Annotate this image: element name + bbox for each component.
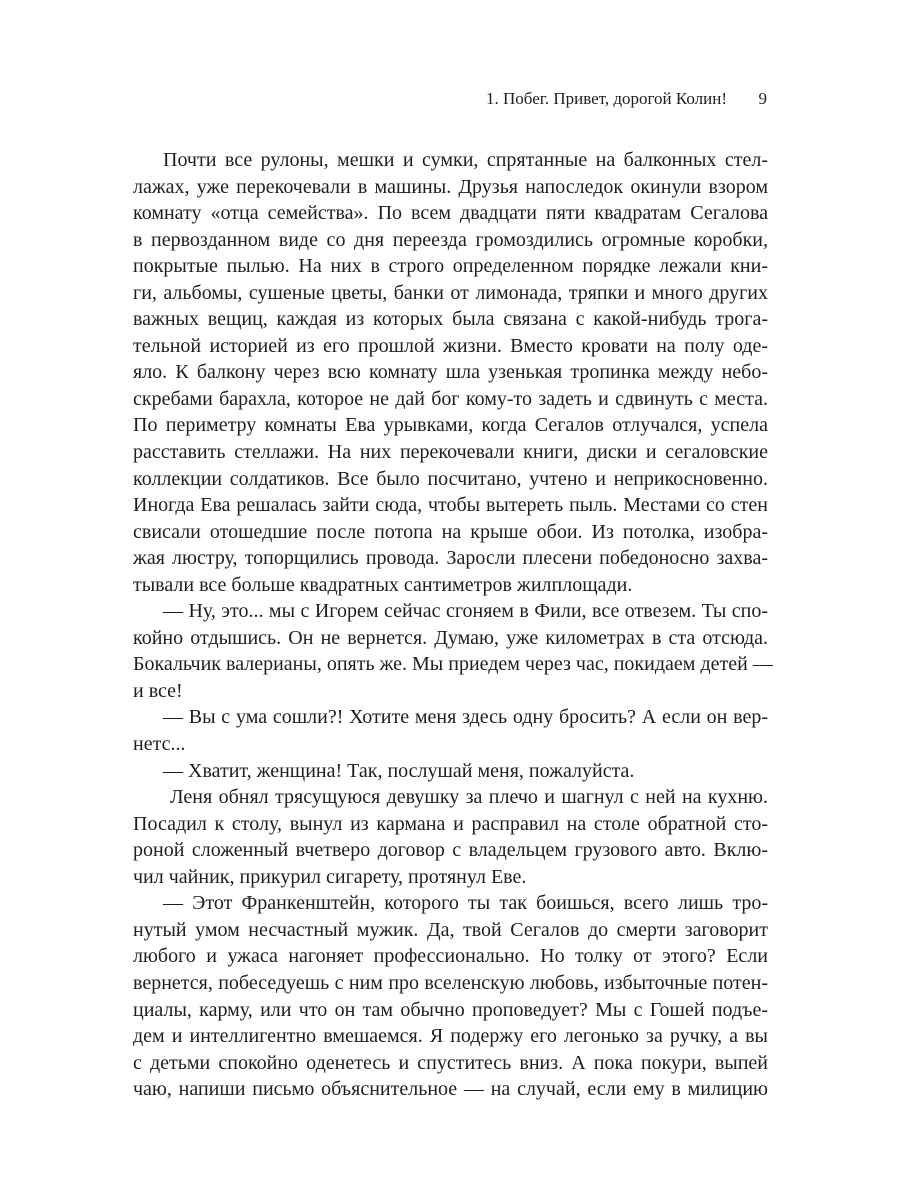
text-line: вернется, побеседуешь с ним про вселенскую любовь, избыточные потен- bbox=[133, 971, 768, 994]
text-line: коллекции солдатиков. Все было посчитано, учтено и неприкосновенно. bbox=[133, 467, 768, 490]
text-line: с детьми спокойно оденетесь и спуститесь вниз. А пока покури, выпей bbox=[133, 1051, 768, 1074]
text-line: чаю, напиши письмо объяснительное — на случай, если ему в милицию bbox=[133, 1078, 768, 1101]
text-line: и все! bbox=[133, 679, 183, 702]
text-line: циалы, карму, или что он там обычно проповедует? Мы с Гошей подъе- bbox=[133, 998, 768, 1021]
text-line: — Этот Франкенштейн, которого ты так боишься, всего лишь тро- bbox=[163, 892, 768, 915]
text-line: Посадил к столу, вынул из кармана и расправил на столе обратной сто- bbox=[133, 812, 768, 835]
text-line: Леня обнял трясущуюся девушку за плечо и шагнул с ней на кухню. bbox=[170, 786, 768, 809]
text-line: нетс... bbox=[133, 733, 186, 756]
text-line: любого и ужаса нагоняет профессионально. Но толку от этого? Если bbox=[133, 945, 768, 968]
text-line: расставить стеллажи. На них перекочевали книги, диски и сегаловские bbox=[133, 441, 768, 464]
chapter-title: 1. Побег. Привет, дорогой Колин! bbox=[486, 89, 727, 108]
text-line: чил чайник, прикурил сигарету, протянул Еве. bbox=[133, 865, 527, 888]
text-line: роной сложенный вчетверо договор с владельцем грузового авто. Вклю- bbox=[133, 839, 768, 862]
text-line: яло. К балкону через всю комнату шла узенькая тропинка между небо- bbox=[133, 361, 768, 384]
text-line: тельной историей из его прошлой жизни. Вместо кровати на полу оде- bbox=[133, 334, 768, 357]
text-line: Иногда Ева решалась зайти сюда, чтобы вытереть пыль. Местами со стен bbox=[133, 494, 768, 517]
text-line: комнату «отца семейства». По всем двадцати пяти квадратам Сегалова bbox=[133, 202, 768, 225]
text-line: важных вещиц, каждая из которых была связана с какой-нибудь трога- bbox=[133, 308, 768, 331]
text-line: скребами барахла, которое не дай бог кому-то задеть и сдвинуть с места. bbox=[133, 387, 768, 410]
text-line: дем и интеллигентно вмешаемся. Я подержу его легонько за ручку, а вы bbox=[133, 1025, 768, 1048]
text-line: койно отдышись. Он не вернется. Думаю, уже километрах в ста отсюда. bbox=[133, 626, 768, 649]
text-line: в первозданном виде со дня переезда громоздились огромные коробки, bbox=[133, 228, 768, 251]
text-line: По периметру комнаты Ева урывками, когда Сегалов отлучался, успела bbox=[133, 414, 768, 437]
text-line: Бокальчик валерианы, опять же. Мы приедем через час, покидаем детей — bbox=[133, 653, 773, 676]
text-line: покрытые пылью. На них в строго определенном порядке лежали кни- bbox=[133, 255, 768, 278]
text-line: лажах, уже перекочевали в машины. Друзья напоследок окинули взором bbox=[133, 175, 768, 198]
body-text bbox=[133, 147, 773, 1103]
text-line: — Хватит, женщина! Так, послушай меня, пожалуйста. bbox=[163, 759, 635, 782]
text-line: тывали все больше квадратных сантиметров жилплощади. bbox=[133, 573, 633, 596]
text-line: Почти все рулоны, мешки и сумки, спрятанные на балконных стел- bbox=[163, 149, 768, 171]
text-line: — Ну, это... мы с Игорем сейчас сгоняем в Фили, все отвезем. Ты спо- bbox=[163, 600, 768, 623]
text-line: — Вы с ума сошли?! Хотите меня здесь одну бросить? А если он вер- bbox=[163, 706, 768, 729]
text-line: ги, альбомы, сушеные цветы, банки от лимонада, тряпки и много других bbox=[133, 281, 768, 304]
text-line: нутый умом несчастный мужик. Да, твой Сегалов до смерти заговорит bbox=[133, 918, 768, 941]
page-number: 9 bbox=[758, 89, 767, 108]
text-line: свисали отошедшие после потопа на крыше обои. Из потолка, изобра- bbox=[133, 520, 768, 543]
text-line: жая люстру, топорщились провода. Заросли плесени победоносно захва- bbox=[133, 547, 768, 570]
